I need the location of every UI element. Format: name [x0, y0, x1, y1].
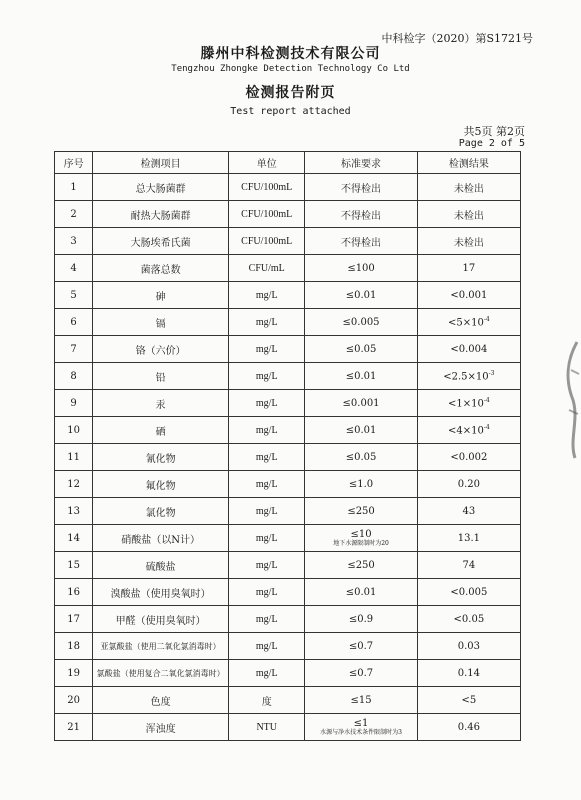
header-result: 检测结果: [417, 152, 520, 174]
row-number: [55, 201, 93, 228]
test-result: [417, 201, 520, 228]
standard-requirement: [305, 282, 417, 309]
unit-text: mg/L: [255, 478, 278, 490]
row-number: [55, 390, 93, 417]
test-result-text: <1×10: [448, 398, 484, 410]
row-number: [55, 228, 93, 255]
standard-requirement: [305, 687, 417, 714]
unit: [229, 417, 305, 444]
standard-requirement: [305, 363, 417, 390]
standard-note: 地下水源限制时为20: [333, 540, 389, 547]
test-item-text: 汞: [155, 399, 166, 411]
row-number: [55, 633, 93, 660]
test-item: [93, 417, 229, 444]
row-number-text: 13: [67, 505, 80, 517]
table-row: [55, 444, 521, 471]
test-result-text: <0.005: [450, 586, 488, 598]
company-name-en: Tengzhou Zhongke Detection Technology Co Ltd: [171, 64, 410, 74]
row-number-text: 3: [70, 235, 77, 247]
company-name-cn: 滕州中科检测技术有限公司: [200, 46, 381, 62]
test-item: [93, 714, 229, 741]
standard-requirement: [305, 606, 417, 633]
test-item-text: 砷: [155, 291, 166, 303]
table-row: [55, 498, 521, 525]
test-item-text: 铅: [155, 372, 166, 384]
row-number: [55, 255, 93, 282]
standard-requirement-text: ≤250: [347, 505, 375, 517]
test-result-text: 0.20: [457, 478, 480, 490]
row-number: [55, 714, 93, 741]
test-result: [417, 606, 520, 633]
test-item: [93, 255, 229, 282]
header-standard: 标准要求: [305, 152, 417, 174]
standard-requirement: [305, 444, 417, 471]
row-number-text: 1: [70, 181, 77, 193]
unit: [229, 282, 305, 309]
table-row: [55, 714, 521, 741]
test-result-text: <0.001: [450, 289, 488, 301]
row-number-text: 19: [67, 667, 80, 679]
row-number-text: 17: [67, 613, 80, 625]
unit-text: mg/L: [255, 370, 278, 382]
row-number-text: 9: [70, 397, 77, 409]
table-header-row: [55, 152, 521, 174]
unit: [229, 444, 305, 471]
test-result: [417, 498, 520, 525]
row-number: [55, 309, 93, 336]
standard-requirement: [305, 579, 417, 606]
standard-requirement-text: ≤0.005: [342, 316, 380, 328]
test-item: [93, 201, 229, 228]
test-result-text: <4×10: [448, 425, 484, 437]
standard-requirement: [305, 471, 417, 498]
standard-requirement: [305, 309, 417, 336]
test-result: [417, 471, 520, 498]
test-item: [93, 498, 229, 525]
test-result-text: 未检出: [453, 210, 484, 222]
standard-requirement: [305, 228, 417, 255]
table-row: [55, 255, 521, 282]
standard-requirement: [305, 255, 417, 282]
unit-text: mg/L: [255, 640, 278, 652]
row-number: [55, 336, 93, 363]
unit: [229, 228, 305, 255]
test-result-text: 未检出: [453, 237, 484, 249]
row-number-text: 11: [67, 451, 80, 463]
row-number: [55, 498, 93, 525]
row-number-text: 7: [70, 343, 77, 355]
test-result-text: <5×10: [448, 317, 484, 329]
test-item-text: 镉: [155, 318, 166, 330]
standard-note: 水源与净水技术条件限制时为3: [320, 729, 402, 736]
test-item-text: 总大肠菌群: [135, 183, 186, 195]
unit: [229, 471, 305, 498]
test-item: [93, 660, 229, 687]
test-result-text: <2.5×10: [443, 371, 489, 383]
test-item: [93, 687, 229, 714]
test-item: [93, 444, 229, 471]
unit-text: mg/L: [255, 559, 278, 571]
table-row: [55, 390, 521, 417]
test-result: [417, 660, 520, 687]
standard-requirement-text: 不得检出: [341, 183, 382, 195]
standard-requirement-text: 不得检出: [341, 237, 382, 249]
test-result: [417, 525, 520, 552]
row-number-text: 10: [67, 424, 80, 436]
test-result: [417, 579, 520, 606]
test-item: [93, 525, 229, 552]
table-row: [55, 552, 521, 579]
table-row: [55, 363, 521, 390]
page-indicator-en: Page 2 of 5: [458, 138, 525, 149]
test-item-text: 硒: [155, 426, 166, 438]
test-result: [417, 417, 520, 444]
test-result-text: 13.1: [457, 532, 480, 544]
standard-requirement: [305, 552, 417, 579]
standard-requirement: [305, 417, 417, 444]
row-number-text: 18: [67, 640, 80, 652]
unit-text: mg/L: [255, 667, 278, 679]
test-item: [93, 633, 229, 660]
test-item-text: 甲醛（使用臭氧时）: [115, 615, 206, 627]
unit-text: CFU/100mL: [241, 235, 293, 247]
standard-requirement-text: 不得检出: [341, 210, 382, 222]
row-number-text: 8: [70, 370, 77, 382]
result-exponent: -4: [483, 423, 490, 431]
test-item-text: 色度: [150, 696, 171, 708]
row-number: [55, 525, 93, 552]
test-result-text: 0.14: [457, 667, 480, 679]
unit: [229, 660, 305, 687]
standard-requirement-text: ≤0.01: [345, 586, 377, 598]
test-item: [93, 606, 229, 633]
standard-requirement: [305, 390, 417, 417]
row-number: [55, 687, 93, 714]
unit-text: CFU/100mL: [241, 181, 293, 193]
table-body: [55, 174, 521, 741]
test-result: [417, 687, 520, 714]
table-row: [55, 660, 521, 687]
test-item-text: 大肠埃希氏菌: [130, 237, 191, 249]
row-number-text: 21: [67, 721, 80, 733]
standard-requirement-text: ≤10: [350, 529, 372, 540]
unit: [229, 579, 305, 606]
document-number: 中科检字（2020）第S1721号: [381, 32, 533, 45]
test-item-text: 氟化物: [145, 480, 176, 492]
row-number: [55, 660, 93, 687]
unit: [229, 633, 305, 660]
row-number-text: 14: [67, 532, 80, 544]
standard-requirement-text: ≤0.9: [348, 613, 374, 625]
row-number-text: 2: [70, 208, 77, 220]
test-result: [417, 336, 520, 363]
header-item: 检测项目: [93, 152, 229, 174]
test-item-text: 氰化物: [145, 453, 176, 465]
test-result: [417, 255, 520, 282]
unit-text: mg/L: [255, 289, 278, 301]
unit: [229, 390, 305, 417]
row-number-text: 12: [67, 478, 80, 490]
unit-text: mg/L: [255, 343, 278, 355]
row-number-text: 20: [67, 694, 80, 706]
test-result-text: <0.05: [453, 613, 485, 625]
row-number: [55, 417, 93, 444]
standard-requirement: [305, 714, 417, 741]
standard-requirement-text: ≤0.01: [345, 289, 377, 301]
row-number: [55, 444, 93, 471]
unit-text: mg/L: [255, 586, 278, 598]
test-item-text: 硝酸盐（以N计）: [121, 534, 201, 546]
row-number: [55, 606, 93, 633]
result-exponent: -4: [483, 396, 490, 404]
unit-text: mg/L: [255, 613, 278, 625]
unit: [229, 174, 305, 201]
test-item: [93, 390, 229, 417]
unit-text: CFU/100mL: [241, 208, 293, 220]
row-number-text: 6: [70, 316, 77, 328]
unit: [229, 606, 305, 633]
standard-requirement-text: ≤100: [347, 262, 375, 274]
test-result: [417, 714, 520, 741]
standard-requirement-text: ≤250: [347, 559, 375, 571]
unit-text: mg/L: [255, 316, 278, 328]
standard-requirement: [305, 498, 417, 525]
standard-requirement: [305, 525, 417, 552]
standard-requirement-text: ≤1: [353, 718, 369, 729]
test-item-text: 氯酸盐（使用复合二氧化氯消毒时）: [96, 668, 225, 678]
unit: [229, 525, 305, 552]
table-row: [55, 228, 521, 255]
unit: [229, 363, 305, 390]
row-number-text: 5: [70, 289, 77, 301]
table-row: [55, 201, 521, 228]
test-item-text: 硫酸盐: [145, 561, 176, 573]
test-result-text: 未检出: [453, 183, 484, 195]
row-number: [55, 363, 93, 390]
row-number-text: 15: [67, 559, 80, 571]
result-exponent: -4: [483, 315, 490, 323]
unit-text: mg/L: [255, 532, 278, 544]
test-result-text: 43: [462, 505, 476, 517]
test-item-text: 溴酸盐（使用臭氧时）: [110, 588, 211, 600]
standard-requirement: [305, 201, 417, 228]
test-item: [93, 228, 229, 255]
row-number: [55, 471, 93, 498]
test-result-text: <5: [461, 694, 477, 706]
test-item-text: 亚氯酸盐（使用二氧化氯消毒时）: [100, 641, 221, 651]
standard-requirement-text: ≤0.001: [342, 397, 380, 409]
standard-requirement-text: ≤0.05: [345, 451, 377, 463]
row-number-text: 4: [70, 262, 77, 274]
table-row: [55, 687, 521, 714]
unit-text: mg/L: [255, 451, 278, 463]
unit: [229, 309, 305, 336]
test-item-text: 铬（六价）: [135, 345, 186, 357]
standard-requirement-text: ≤15: [350, 694, 372, 706]
unit: [229, 552, 305, 579]
test-item: [93, 552, 229, 579]
standard-requirement: [305, 336, 417, 363]
table-row: [55, 525, 521, 552]
results-table: [54, 151, 521, 741]
standard-requirement: [305, 660, 417, 687]
row-number: [55, 579, 93, 606]
unit: [229, 714, 305, 741]
unit-text: 度: [261, 696, 272, 708]
test-result: [417, 174, 520, 201]
standard-requirement-text: ≤0.01: [345, 370, 377, 382]
unit-text: mg/L: [255, 397, 278, 409]
test-result: [417, 390, 520, 417]
test-item: [93, 309, 229, 336]
report-title-en: Test report attached: [230, 106, 351, 117]
test-item-text: 氯化物: [145, 507, 176, 519]
result-exponent: -3: [488, 369, 495, 377]
unit-text: mg/L: [255, 505, 278, 517]
table-row: [55, 174, 521, 201]
test-item: [93, 579, 229, 606]
standard-requirement-text: ≤0.05: [345, 343, 377, 355]
report-title-cn: 检测报告附页: [245, 85, 336, 101]
standard-requirement: [305, 633, 417, 660]
header-no: 序号: [55, 152, 93, 174]
test-item: [93, 336, 229, 363]
standard-requirement-text: ≤0.7: [348, 640, 374, 652]
test-result-text: <0.002: [450, 451, 488, 463]
test-result-text: 0.03: [457, 640, 480, 652]
row-number: [55, 282, 93, 309]
table-row: [55, 282, 521, 309]
test-result-text: 17: [462, 262, 476, 274]
table-row: [55, 417, 521, 444]
header-unit: 单位: [229, 152, 305, 174]
row-number-text: 16: [67, 586, 80, 598]
unit: [229, 687, 305, 714]
test-result: [417, 228, 520, 255]
standard-requirement-text: ≤0.01: [345, 424, 377, 436]
row-number: [55, 174, 93, 201]
standard-requirement-text: ≤1.0: [348, 478, 374, 490]
table-row: [55, 336, 521, 363]
unit-text: CFU/mL: [248, 262, 285, 274]
unit-text: mg/L: [255, 424, 278, 436]
test-result: [417, 633, 520, 660]
table-row: [55, 471, 521, 498]
unit: [229, 201, 305, 228]
table-row: [55, 633, 521, 660]
test-result: [417, 282, 520, 309]
scan-edge-mark: [563, 340, 581, 460]
table-row: [55, 606, 521, 633]
unit-text: NTU: [256, 721, 278, 733]
test-result: [417, 309, 520, 336]
test-item-text: 浑浊度: [145, 723, 176, 735]
test-result: [417, 444, 520, 471]
test-result-text: 74: [462, 559, 476, 571]
test-item: [93, 471, 229, 498]
test-result-text: <0.004: [450, 343, 488, 355]
test-item: [93, 282, 229, 309]
test-result-text: 0.46: [457, 721, 480, 733]
row-number: [55, 552, 93, 579]
test-item-text: 耐热大肠菌群: [130, 210, 191, 222]
unit: [229, 498, 305, 525]
table-row: [55, 309, 521, 336]
test-item: [93, 363, 229, 390]
standard-requirement: [305, 174, 417, 201]
table-row: [55, 579, 521, 606]
unit: [229, 336, 305, 363]
test-item-text: 菌落总数: [140, 264, 181, 276]
test-result: [417, 363, 520, 390]
test-item: [93, 174, 229, 201]
test-result: [417, 552, 520, 579]
unit: [229, 255, 305, 282]
standard-requirement-text: ≤0.7: [348, 667, 374, 679]
page-indicator-cn: 共5页 第2页: [463, 125, 525, 138]
